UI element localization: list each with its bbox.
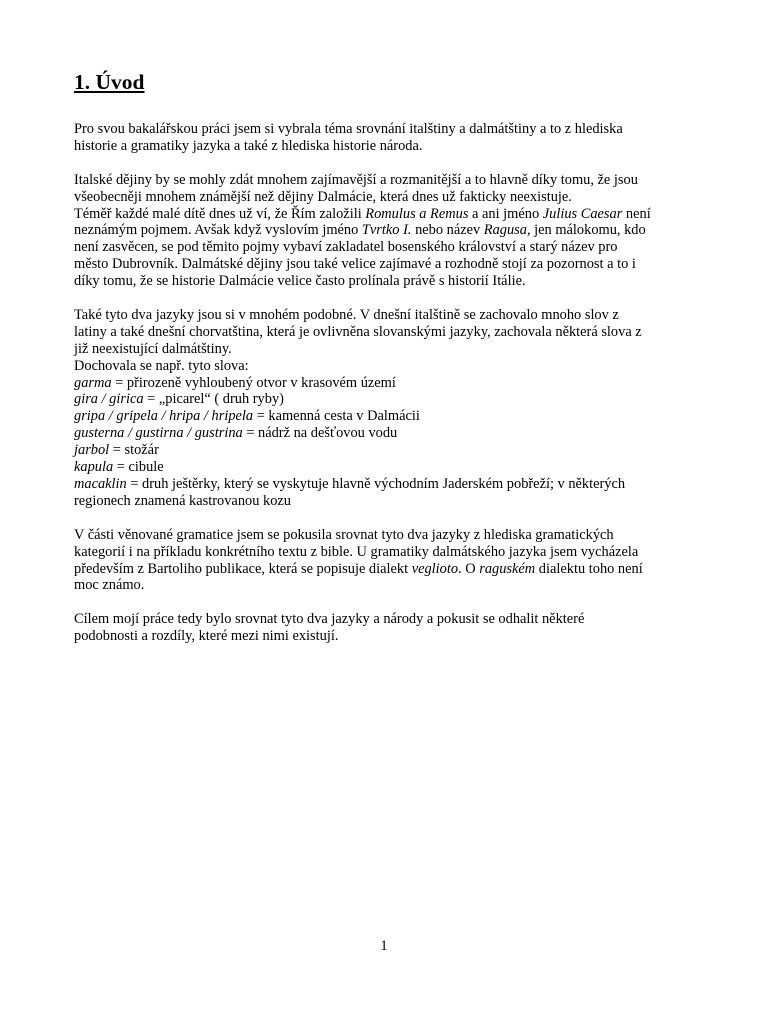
word-entry [74,476,694,493]
word-term: macaklin [74,476,127,492]
text-line [74,222,694,239]
word-entry [74,375,694,392]
text-line: kategorií i na příkladu konkrétního textu z bible. U gramatiky dalmátského jazyka jsem vycházela [74,543,639,560]
text-line: Cílem mojí práce tedy bylo srovnat tyto dva jazyky a národy a pokusit se odhalit některé [74,611,585,628]
word-definition: = druh ještěrky, který se vyskytuje hlavně východním Jaderském pobřeží; v některých [126,476,626,492]
text-line: není zasvěcen, se pod těmito pojmy vybaví zakladatel bosenského království a starý název pro [74,239,618,256]
word-definition: = nádrž na dešťovou vodu [242,425,398,442]
word-entry [74,442,694,459]
text-run: především z Bartoliho publikace, která se popisuje dialekt [74,560,412,577]
word-term: garma [74,374,112,391]
text-run: není [622,205,651,222]
text-line: V části věnované gramatice jsem se pokusila srovnat tyto dva jazyky z hlediska gramatických [74,526,614,543]
word-term: gusterna / gustirna / gustrina [74,425,243,442]
text-line: díky tomu, že se historie Dalmácie velice často prolínala právě s historií Itálie. [74,273,526,290]
text-line: regionech znamená kastrovanou kozu [74,492,291,509]
italic-name: Romulus a Remus [365,205,469,222]
text-run: nebo název [411,222,484,239]
paragraph-grammar [74,527,694,595]
word-term: gira / girica [74,391,144,408]
italic-name: Ragusa, [483,222,531,239]
word-term: jarbol [74,442,110,459]
word-definition: = přirozeně vyhloubený otvor v krasovém území [111,374,396,391]
text-run: Téměř každé malé dítě dnes už ví, že Řím založili [74,205,366,222]
text-line: již neexistující dalmátštiny. [74,340,232,357]
italic-name: Tvrtko I. [361,222,412,239]
text-line: moc známo. [74,577,145,594]
text-line: Také tyto dva jazyky jsou si v mnohém podobné. V dnešní italštině se zachovalo mnoho slov z [74,306,619,323]
text-run: dialektu toho není [535,560,643,577]
paragraph-intro [74,121,694,155]
word-definition: = cibule [113,459,164,476]
word-term: gripa / gripela / hripa / hripela [74,408,254,425]
document-page [74,68,694,662]
text-line: Italské dějiny by se mohly zdát mnohem zajímavější a rozmanitější a to hlavně díky tomu, že jsou [74,171,638,188]
word-entry [74,425,694,442]
text-line [74,206,694,223]
word-definition: = „picarel“ ( druh ryby) [143,391,284,408]
italic-term: veglioto [411,560,459,577]
text-line: podobnosti a rozdíly, které mezi nimi existují. [74,628,339,645]
italic-name: Julius Caesar [542,205,623,222]
word-definition: = kamenná cesta v Dalmácii [253,408,420,425]
word-entry [74,391,694,408]
text-line [74,561,694,578]
text-line: město Dubrovník. Dalmátské dějiny jsou také velice zajímavé a rozhodně stojí za pozornost a to i [74,256,636,273]
word-entry [74,408,694,425]
text-run: . O [458,560,480,577]
paragraph-goal [74,611,694,645]
text-line: latiny a také dnešní chorvatština, která je ovlivněna slovanskými jazyky, zachovala některá slova z [74,323,642,340]
paragraph-history [74,172,694,290]
word-entry [74,459,694,476]
word-term: kapula [74,459,114,476]
text-run: neznámým pojmem. Avšak když vyslovím jméno [74,222,362,239]
paragraph-language [74,307,694,510]
word-definition: = stožár [109,442,159,459]
text-line: historie a gramatiky jazyka a také z hlediska historie národa. [74,137,423,154]
text-run: jen málokomu, kdo [530,222,646,239]
italic-term: raguském [479,560,536,577]
chapter-heading: 1. Úvod [74,70,145,94]
text-line: všeobecněji mnohem známější než dějiny Dalmácie, která dnes už fakticky neexistuje. [74,188,572,205]
page-number: 1 [380,938,388,954]
text-run: a ani jméno [468,205,543,222]
text-line: Dochovala se např. tyto slova: [74,357,249,374]
text-line: Pro svou bakalářskou práci jsem si vybrala téma srovnání italštiny a dalmátštiny a to z hlediska [74,121,623,137]
